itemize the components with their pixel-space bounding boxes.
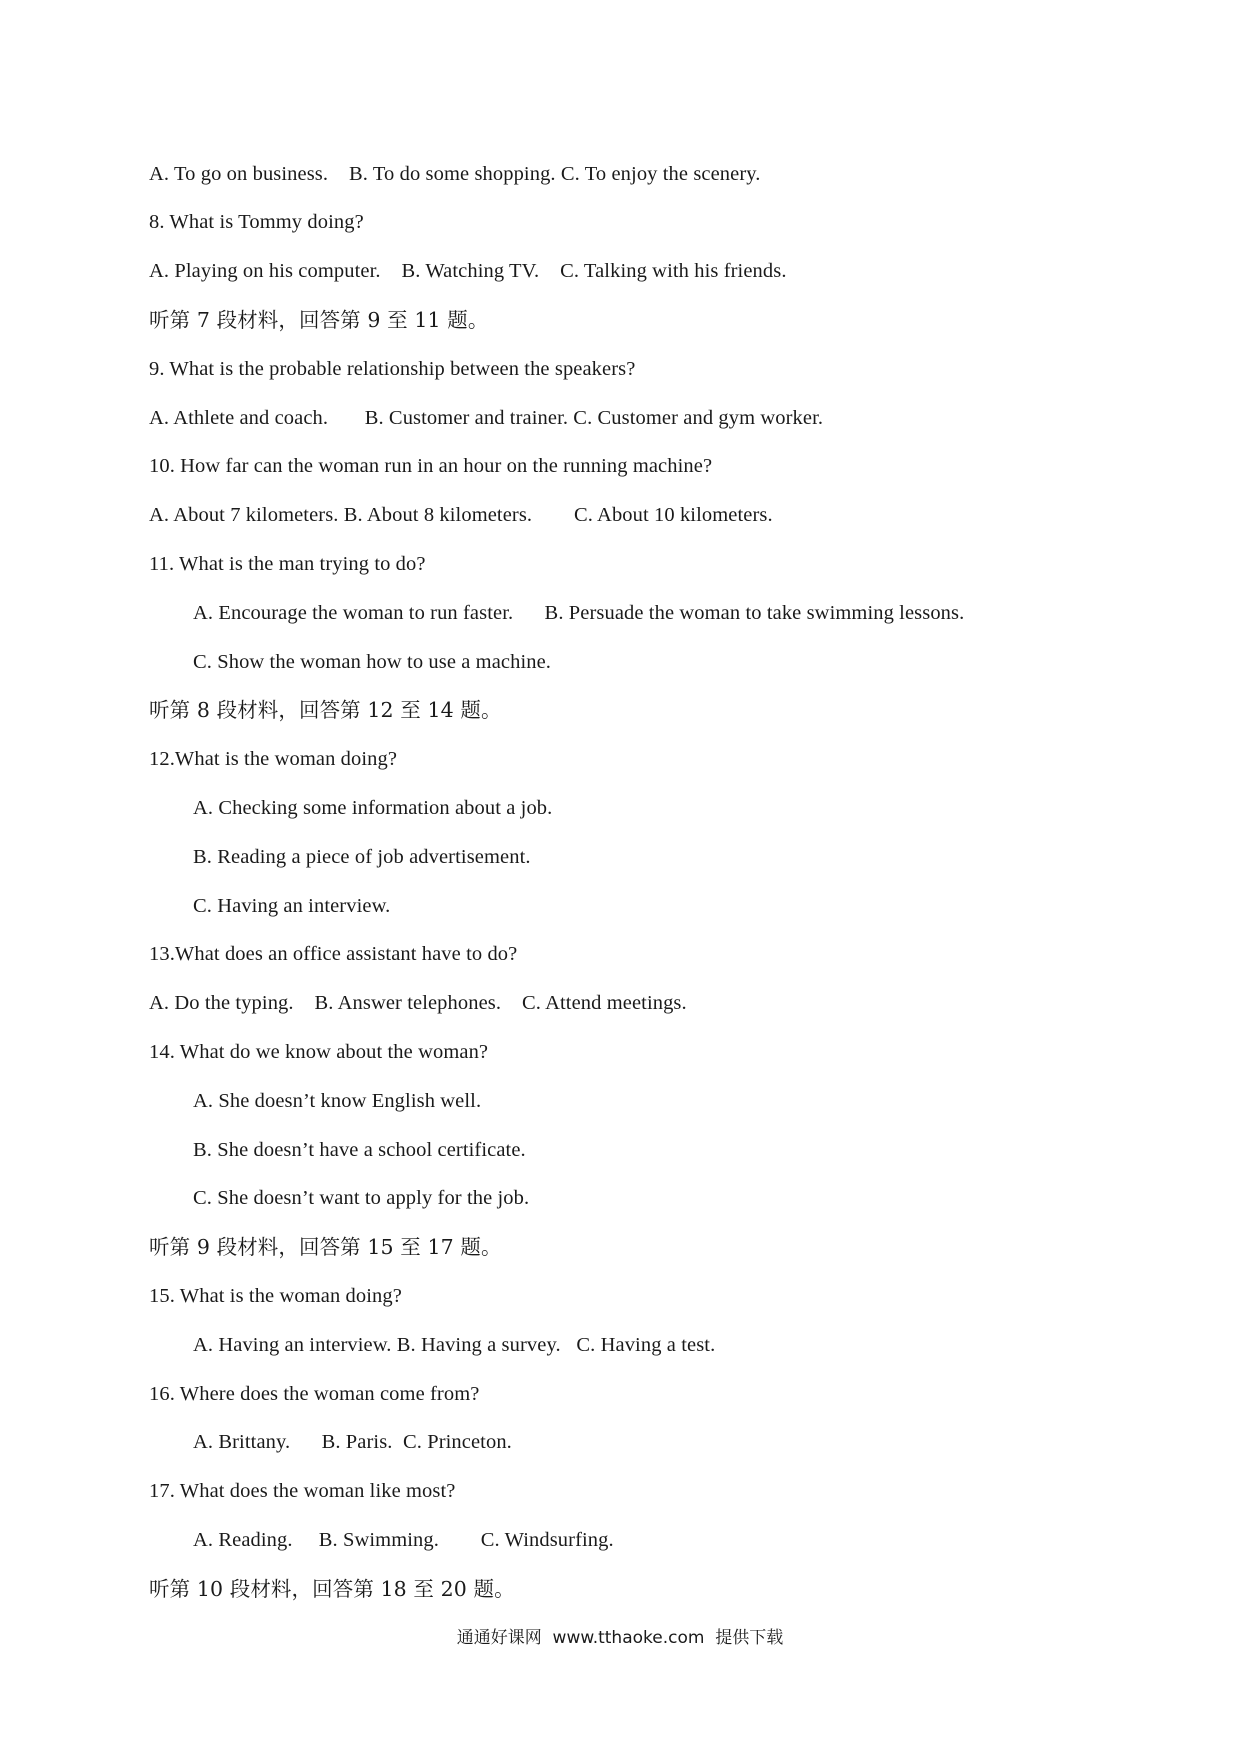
q8-question: 8. What is Tommy doing? [149, 211, 364, 233]
q16-question: 16. Where does the woman come from? [149, 1383, 480, 1405]
section-10-instruction: 听第 10 段材料，回答第 18 至 20 题。 [149, 1577, 515, 1601]
q14-option-b: B. She doesn’t have a school certificate. [193, 1139, 526, 1161]
q16-options: A. Brittany. B. Paris. C. Princeton. [193, 1431, 512, 1453]
page-footer: 通通好课网 www.tthaoke.com 提供下载 [456, 1628, 784, 1648]
q9-options: A. Athlete and coach. B. Customer and trainer. C. Customer and gym worker. [149, 407, 824, 429]
q12-question: 12.What is the woman doing? [149, 748, 398, 770]
q12-option-a: A. Checking some information about a job. [193, 797, 553, 819]
section-8-instruction: 听第 8 段材料，回答第 12 至 14 题。 [149, 698, 502, 722]
q11-question: 11. What is the man trying to do? [149, 553, 426, 575]
q11-option-c: C. Show the woman how to use a machine. [193, 651, 552, 673]
q11-options-ab: A. Encourage the woman to run faster. B. Persuade the woman to take swimming lessons. [193, 602, 965, 624]
q10-options: A. About 7 kilometers. B. About 8 kilometers. C. About 10 kilometers. [149, 504, 773, 526]
q17-options: A. Reading. B. Swimming. C. Windsurfing. [193, 1529, 614, 1551]
q14-option-a: A. She doesn’t know English well. [193, 1090, 482, 1112]
q15-options: A. Having an interview. B. Having a survey. C. Having a test. [193, 1334, 716, 1356]
q7-options: A. To go on business. B. To do some shopping. C. To enjoy the scenery. [149, 163, 761, 185]
q13-question: 13.What does an office assistant have to do? [149, 943, 518, 965]
q13-options: A. Do the typing. B. Answer telephones. C. Attend meetings. [149, 992, 687, 1014]
q14-question: 14. What do we know about the woman? [149, 1041, 489, 1063]
q12-option-c: C. Having an interview. [193, 895, 391, 917]
q9-question: 9. What is the probable relationship between the speakers? [149, 358, 636, 380]
section-7-instruction: 听第 7 段材料，回答第 9 至 11 题。 [149, 308, 489, 332]
section-9-instruction: 听第 9 段材料，回答第 15 至 17 题。 [149, 1235, 502, 1259]
q15-question: 15. What is the woman doing? [149, 1285, 402, 1307]
q17-question: 17. What does the woman like most? [149, 1480, 456, 1502]
q12-option-b: B. Reading a piece of job advertisement. [193, 846, 531, 868]
q14-option-c: C. She doesn’t want to apply for the job. [193, 1187, 530, 1209]
q10-question: 10. How far can the woman run in an hour on the running machine? [149, 455, 713, 477]
q8-options: A. Playing on his computer. B. Watching TV. C. Talking with his friends. [149, 260, 787, 282]
